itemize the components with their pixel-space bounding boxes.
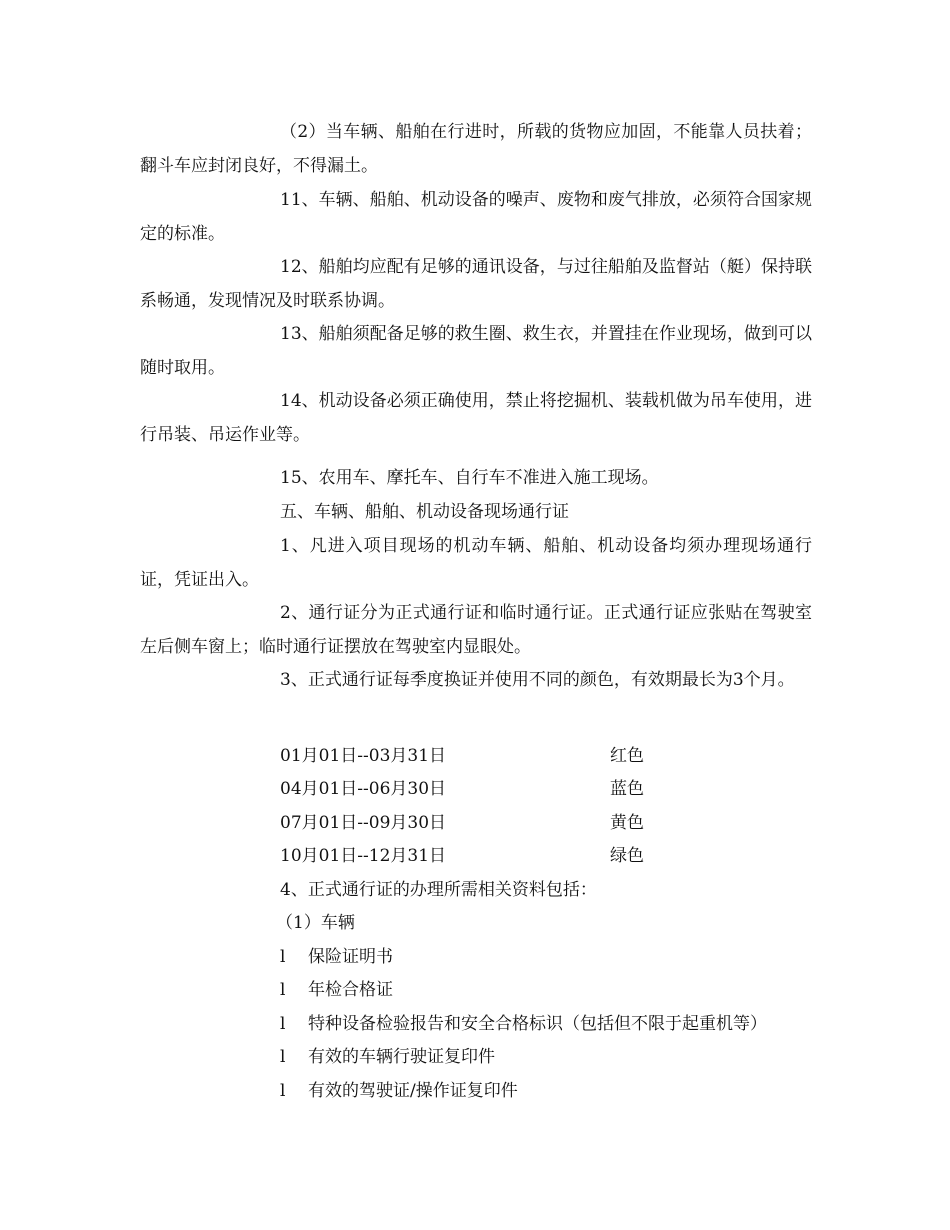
list-item-text: 有效的驾驶证/操作证复印件 xyxy=(308,1081,518,1101)
list-item-text: 特种设备检验报告和安全合格标识（包括但不限于起重机等） xyxy=(308,1014,767,1034)
list-item-text: 保险证明书 xyxy=(308,947,393,967)
paragraph-item-11: 11、车辆、船舶、机动设备的噪声、废物和废气排放，必须符合国家规定的标准。 xyxy=(140,190,812,244)
bullet-mark: l xyxy=(280,980,286,1000)
paragraph-permit-1: 1、凡进入项目现场的机动车辆、船舶、机动设备均须办理现场通行证，凭证出入。 xyxy=(140,536,812,590)
paragraph-item-15: 15、农用车、摩托车、自行车不准进入施工现场。 xyxy=(280,468,659,488)
paragraph-permit-4: 4、正式通行证的办理所需相关资料包括： xyxy=(280,880,597,900)
period-row xyxy=(280,840,700,874)
period-color: 红色 xyxy=(610,746,644,766)
period-row xyxy=(280,807,700,841)
period-date: 04月01日--06月30日 xyxy=(280,779,447,799)
vehicle-heading: （1）车辆 xyxy=(276,913,355,933)
paragraph-permit-2: 2、通行证分为正式通行证和临时通行证。正式通行证应张贴在驾驶室左后侧车窗上；临时通行证摆放在驾驶室内显眼处。 xyxy=(140,603,812,657)
list-item xyxy=(280,1041,495,1075)
list-item-text: 年检合格证 xyxy=(308,980,393,1000)
paragraph-permit-3: 3、正式通行证每季度换证并使用不同的颜色，有效期最长为3个月。 xyxy=(280,670,795,690)
paragraph-item-12: 12、船舶均应配有足够的通讯设备，与过往船舶及监督站（艇）保持联系畅通，发现情况及时联系协调。 xyxy=(140,257,812,311)
list-item xyxy=(280,974,393,1008)
period-date: 07月01日--09月30日 xyxy=(280,813,447,833)
period-date: 01月01日--03月31日 xyxy=(280,746,447,766)
paragraph-item-13: 13、船舶须配备足够的救生圈、救生衣，并置挂在作业现场，做到可以随时取用。 xyxy=(140,324,812,378)
period-color: 黄色 xyxy=(610,813,644,833)
list-item xyxy=(280,1008,767,1042)
bullet-mark: l xyxy=(280,1014,286,1034)
period-color: 绿色 xyxy=(610,846,644,866)
list-item-text: 有效的车辆行驶证复印件 xyxy=(308,1047,495,1067)
bullet-mark: l xyxy=(280,1047,286,1067)
period-row xyxy=(280,773,700,807)
list-item xyxy=(280,1075,518,1109)
section-heading-permits: 五、车辆、船舶、机动设备现场通行证 xyxy=(280,502,569,522)
period-date: 10月01日--12月31日 xyxy=(280,846,447,866)
bullet-mark: l xyxy=(280,1081,286,1101)
period-row xyxy=(280,740,700,774)
bullet-mark: l xyxy=(280,947,286,967)
paragraph-cargo-securing: （2）当车辆、船舶在行进时，所载的货物应加固，不能靠人员扶着；翻斗车应封闭良好，不得漏土。 xyxy=(140,122,812,176)
list-item xyxy=(280,941,393,975)
period-color: 蓝色 xyxy=(610,779,644,799)
paragraph-item-14: 14、机动设备必须正确使用，禁止将挖掘机、装载机做为吊车使用，进行吊装、吊运作业等。 xyxy=(140,391,812,445)
